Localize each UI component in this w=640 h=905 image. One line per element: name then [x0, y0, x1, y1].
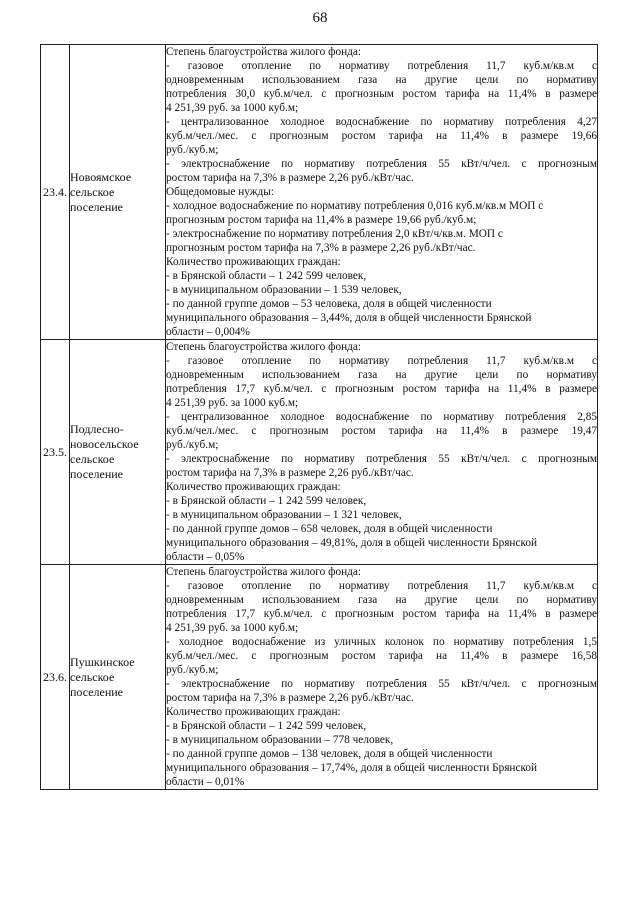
table-row [41, 340, 598, 565]
description-line: потребления 17,7 куб.м/чел. с прогнозным ростом тарифа на 11,4% в размере [166, 608, 597, 620]
description-line: Общедомовые нужды: [166, 186, 275, 198]
description-line: руб./куб.м; [166, 144, 219, 156]
description-line: одновременным использованием газа на другие цели по нормативу [166, 369, 597, 381]
description-line: куб.м/чел./мес. с прогнозным ростом тарифа на 11,4% в размере 16,58 [166, 650, 597, 662]
description-line: потребления 17,7 куб.м/чел. с прогнозным ростом тарифа на 11,4% в размере [166, 383, 597, 395]
settlement-name-line: поселение [70, 684, 124, 699]
description-line: - по данной группе домов – 658 человек, доля в общей численности [166, 523, 493, 535]
description-line: 4 251,39 руб. за 1000 куб.м; [166, 102, 299, 114]
settlement-name [70, 45, 166, 340]
description-line: - в муниципальном образовании – 1 321 человек, [166, 509, 402, 521]
description-line: ростом тарифа на 7,3% в размере 2,26 руб./кВт/час. [166, 467, 414, 479]
description-line: - по данной группе домов – 53 человека, доля в общей численности [166, 298, 492, 310]
description-line: потребления 30,0 куб.м/чел. с прогнозным ростом тарифа на 11,4% в размере [166, 88, 597, 100]
description-line: - электроснабжение по нормативу потребления 55 кВт/ч/чел. с прогнозным [166, 453, 597, 465]
description-line: одновременным использованием газа на другие цели по нормативу [166, 594, 597, 606]
description-line: - централизованное холодное водоснабжение по нормативу потребления 4,27 [166, 116, 597, 128]
row-number: 23.5. [41, 340, 70, 565]
description-line: Количество проживающих граждан: [166, 256, 341, 268]
settlement-name-line: Новоямское [70, 169, 132, 184]
settlement-name-line: сельское [70, 452, 115, 466]
settlement-name-line: Подлесно- [70, 422, 124, 436]
description-line: - по данной группе домов – 138 человек, доля в общей численности [166, 748, 493, 760]
description-line: Степень благоустройства жилого фонда: [166, 341, 362, 353]
description-line: - электроснабжение по нормативу потребления 2,0 кВт/ч/кв.м. МОП с [166, 228, 503, 240]
description-line: - электроснабжение по нормативу потребления 55 кВт/ч/чел. с прогнозным [166, 678, 597, 690]
description-line: ростом тарифа на 7,3% в размере 2,26 руб./кВт/час. [166, 692, 414, 704]
description-line: муниципального образования – 17,74%, доля в общей численности Брянской [166, 762, 538, 774]
settlement-name-line: новосельское [70, 437, 139, 451]
description-line: Количество проживающих граждан: [166, 706, 341, 718]
description-line: Количество проживающих граждан: [166, 481, 341, 493]
housing-services-table [40, 44, 598, 790]
description-line: - в муниципальном образовании – 778 человек, [166, 734, 394, 746]
description-line: 4 251,39 руб. за 1000 куб.м; [166, 622, 299, 634]
settlement-name-line: Пушкинское [70, 654, 135, 669]
description-line: области – 0,01% [166, 776, 245, 788]
settlement-name-line: сельское [70, 184, 115, 199]
description-line: 4 251,39 руб. за 1000 куб.м; [166, 397, 299, 409]
settlement-name [70, 565, 166, 790]
description-line: Степень благоустройства жилого фонда: [166, 566, 362, 578]
description-line: Степень благоустройства жилого фонда: [166, 46, 362, 58]
description-line: одновременным использованием газа на другие цели по нормативу [166, 74, 597, 86]
description-line: руб./куб.м; [166, 664, 219, 676]
settlement-name-line: сельское [70, 669, 115, 684]
description-line: куб.м/чел./мес. с прогнозным ростом тарифа на 11,4% в размере 19,66 [166, 130, 597, 142]
description-cell [166, 45, 598, 340]
table-row [41, 565, 598, 790]
row-number: 23.6. [41, 565, 70, 790]
description-line: области – 0,004% [166, 326, 250, 338]
page-number: 68 [312, 10, 328, 26]
settlement-name-line: поселение [70, 467, 124, 481]
description-line: области – 0,05% [166, 551, 245, 563]
table-row [41, 45, 598, 340]
description-line: куб.м/чел./мес. с прогнозным ростом тарифа на 11,4% в размере 19,47 [166, 425, 597, 437]
description-line: - газовое отопление по нормативу потребления 11,7 куб.м/кв.м с [166, 60, 597, 72]
description-line: - в муниципальном образовании – 1 539 человек, [166, 284, 402, 296]
description-line: ростом тарифа на 7,3% в размере 2,26 руб./кВт/час. [166, 172, 414, 184]
row-number: 23.4. [41, 45, 70, 340]
description-line: - централизованное холодное водоснабжение по нормативу потребления 2,85 [166, 411, 597, 423]
description-cell [166, 565, 598, 790]
description-line: - в Брянской области – 1 242 599 человек, [166, 270, 367, 282]
description-line: - в Брянской области – 1 242 599 человек, [166, 720, 367, 732]
settlement-name-line: поселение [70, 199, 124, 214]
description-line: - газовое отопление по нормативу потребления 11,7 куб.м/кв.м с [166, 580, 597, 592]
description-line: руб./куб.м; [166, 439, 219, 451]
description-line: прогнозным ростом тарифа на 7,3% в размере 2,26 руб./кВт/час. [166, 242, 476, 254]
description-line: - холодное водоснабжение по нормативу потребления 0,016 куб.м/кв.м МОП с [166, 200, 544, 212]
description-line: прогнозным ростом тарифа на 11,4% в размере 19,66 руб./куб.м; [166, 214, 477, 226]
description-line: муниципального образования – 3,44%, доля в общей численности Брянской [166, 312, 532, 324]
description-line: муниципального образования – 49,81%, доля в общей численности Брянской [166, 537, 538, 549]
table-body [41, 45, 598, 790]
settlement-name [70, 340, 166, 565]
description-line: - газовое отопление по нормативу потребления 11,7 куб.м/кв.м с [166, 355, 597, 367]
description-line: - холодное водоснабжение из уличных колонок по нормативу потребления 1,5 [166, 636, 597, 648]
description-line: - электроснабжение по нормативу потребления 55 кВт/ч/чел. с прогнозным [166, 158, 597, 170]
description-line: - в Брянской области – 1 242 599 человек, [166, 495, 367, 507]
description-cell [166, 340, 598, 565]
